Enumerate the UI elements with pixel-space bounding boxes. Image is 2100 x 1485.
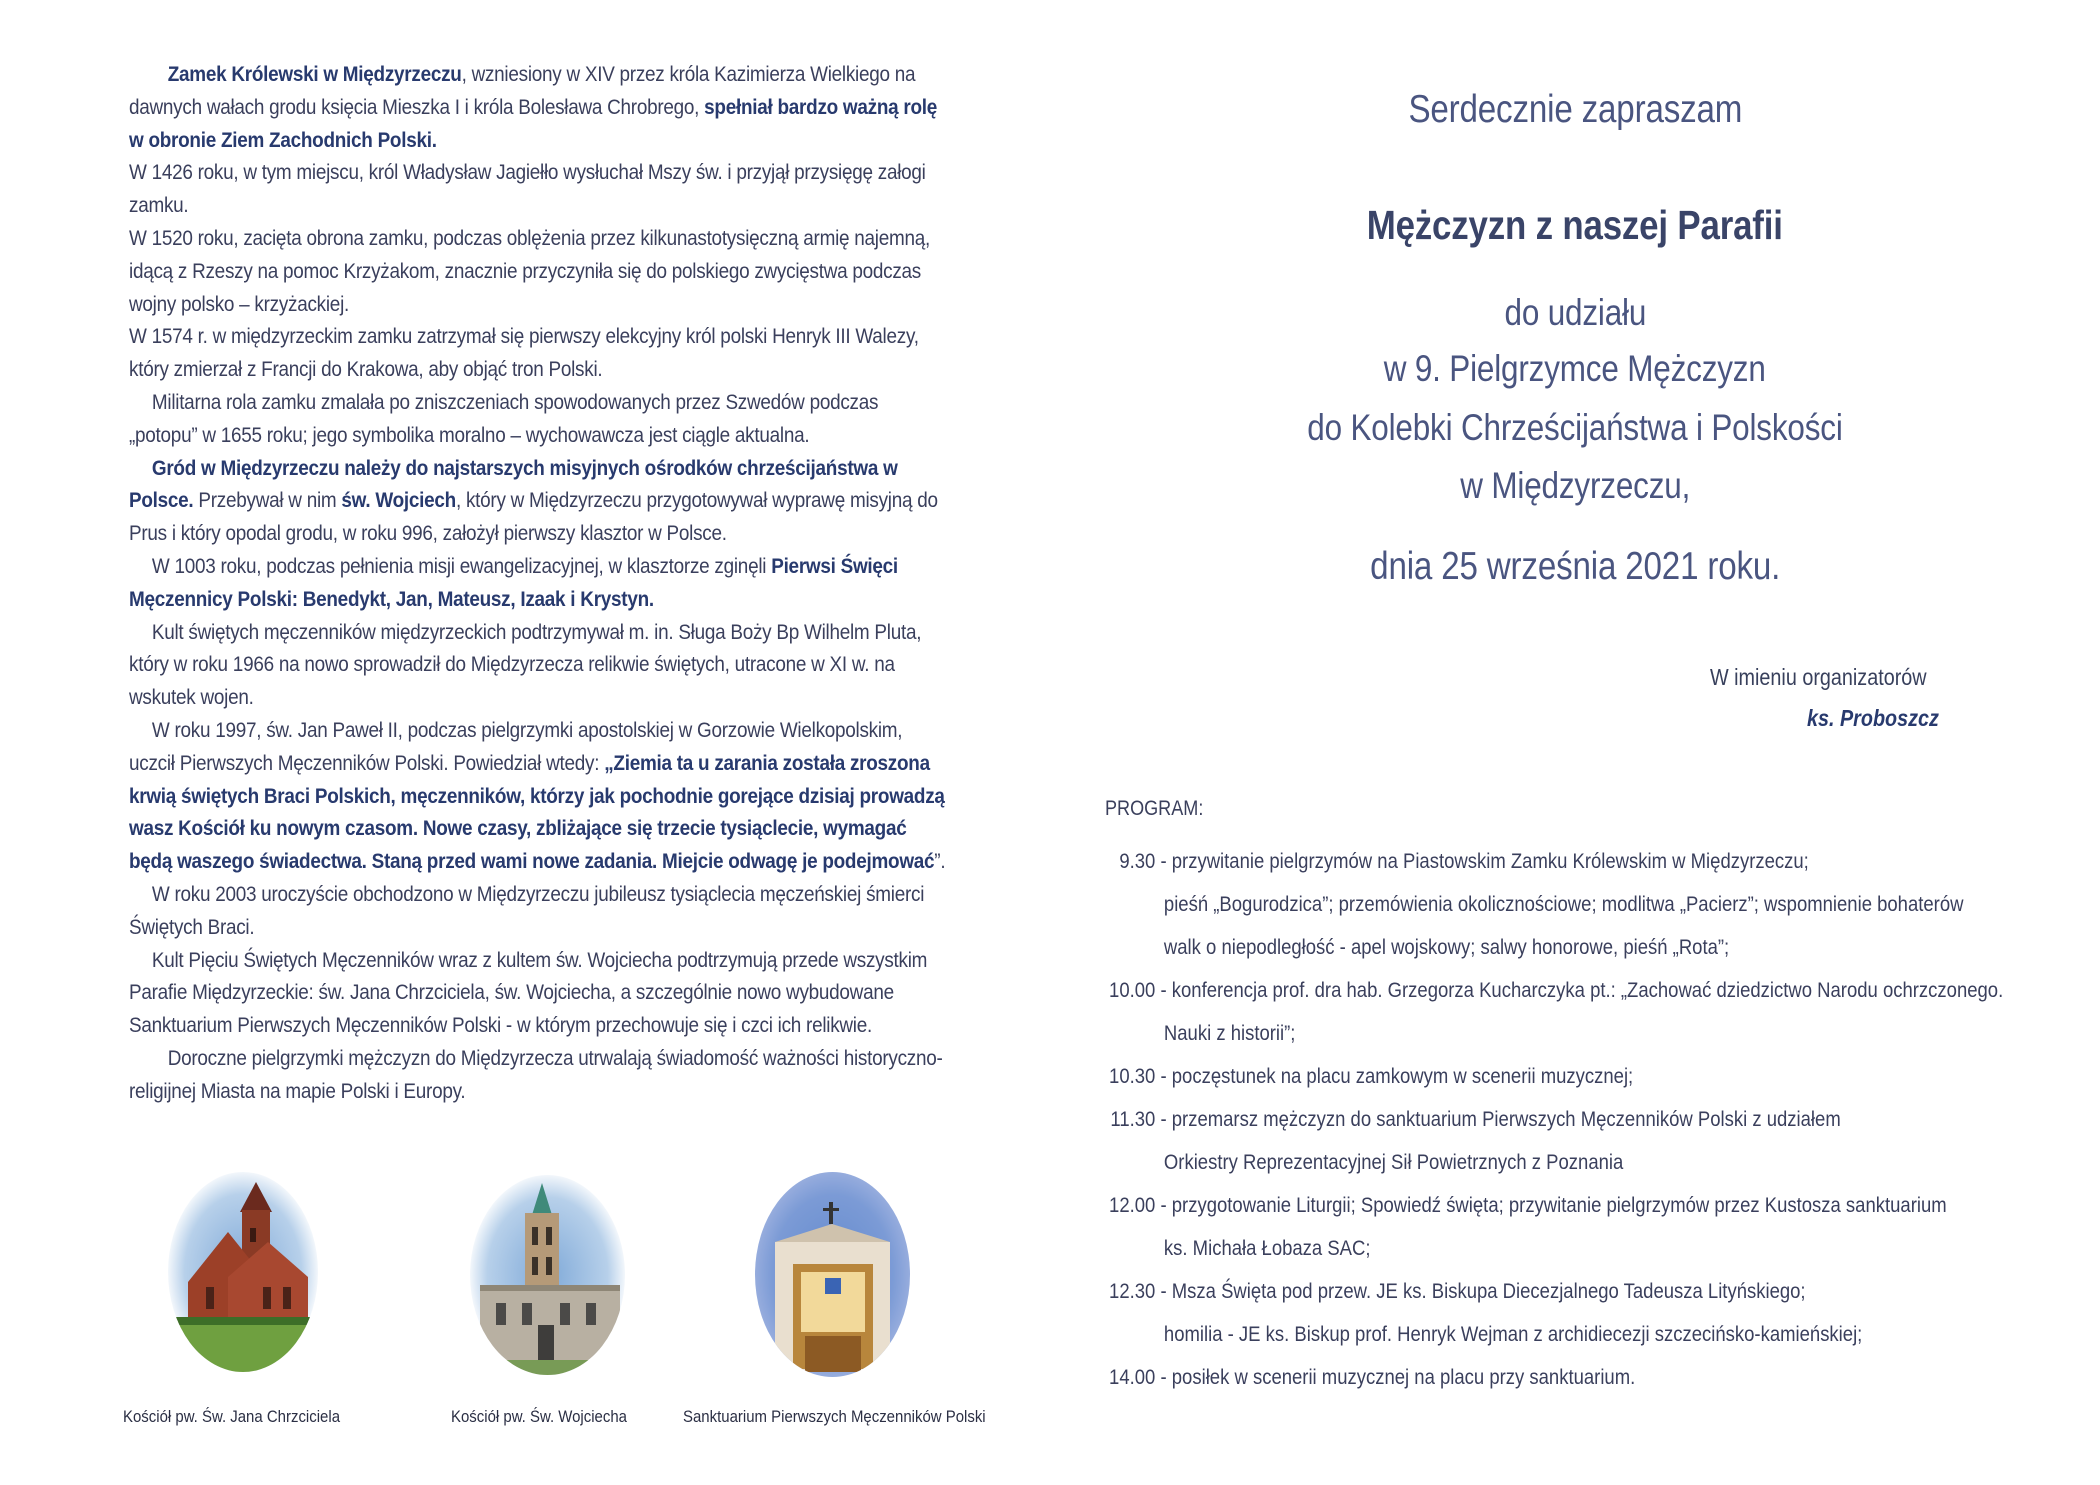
text-span: ”. — [934, 849, 946, 874]
history-paragraph: Kult świętych męczenników międzyrzeckich podtrzymywał m. in. Sługa Boży Bp Wilhelm Pluta, który w roku 1966 na nowo sprowadził do Międzyrzecza relikwie świętych, utracone w XI w. na wskutek wojen. — [129, 619, 922, 710]
program-text: - przemarsz mężczyzn do sanktuarium Pierwszych Męczenników Polski z udziałem — [1160, 1107, 1841, 1131]
bold-phrase: Zamek Królewski w Międzyrzeczu — [167, 62, 462, 86]
line-text: w 9. Pielgrzymce Mężczyzn — [1384, 348, 1766, 389]
program-item — [1102, 840, 1962, 883]
program-item — [1102, 1098, 1962, 1141]
title-text: Mężczyzn z naszej Parafii — [1366, 202, 1784, 248]
invitation-line — [1050, 465, 2100, 507]
program-item — [1102, 1055, 1962, 1098]
date-text: dnia 25 września 2021 roku. — [1369, 545, 1781, 588]
program-item-continuation — [1102, 1141, 1962, 1184]
history-paragraph — [129, 452, 951, 550]
program-text: - Msza Święta pod przew. JE ks. Biskupa Diecezjalnego Tadeusza Lityńskiego; — [1160, 1279, 1806, 1303]
program-item-continuation — [1102, 1012, 1962, 1055]
church-illustration — [168, 1172, 318, 1372]
invitation-line — [1050, 292, 2100, 334]
sanctuary-photo — [755, 1172, 910, 1377]
program-time: 10.00 — [1109, 978, 1156, 1002]
invitation-line — [1050, 348, 2100, 390]
program-text: - przywitanie pielgrzymów na Piastowskim Zamku Królewskim w Międzyrzeczu; — [1160, 849, 1809, 873]
church-illustration — [470, 1175, 625, 1375]
text-span: W 1003 roku, podczas pełnienia misji ewangelizacyjnej, w klasztorze zginęli — [151, 553, 772, 578]
program-time: 12.30 — [1109, 1279, 1156, 1303]
invitation-line — [1050, 407, 2100, 449]
program-text: - poczęstunek na placu zamkowym w scenerii muzycznej; — [1160, 1064, 1634, 1088]
program-text: - przygotowanie Liturgii; Spowiedź święta; przywitanie pielgrzymów przez Kustosza sanktuarium — [1160, 1193, 1947, 1217]
program-time: 11.30 — [1110, 1107, 1156, 1131]
church-photo-image — [168, 1172, 318, 1372]
text-span: Przebywał w nim — [193, 488, 342, 513]
history-paragraph: Militarna rola zamku zmalała po zniszczeniach spowodowanych przez Szwedów podczas „potopu” w 1655 roku; jego symbolika moralno – wychowawcza jest ciągle aktualna. — [129, 389, 879, 447]
sanctuary-illustration — [755, 1172, 910, 1377]
church-photo-image — [755, 1172, 910, 1377]
text-span: W roku 1997, św. Jan Paweł II, podczas pielgrzymki apostolskiej w Gorzowie Wielkopolskim, uczcił Pierwszych Męczenników Polski. Powiedział wtedy: — [129, 717, 903, 775]
greeting-text: Serdecznie zapraszam — [1408, 88, 1742, 131]
history-paragraph — [129, 58, 951, 156]
program-time: 9.30 — [1119, 849, 1156, 873]
history-paragraph: W 1574 r. w międzyrzeckim zamku zatrzymał się pierwszy elekcyjny król polski Henryk III Walezy, który zmierzał z Francji do Krakowa, aby objąć tron Polski. — [129, 324, 919, 382]
program-item — [1102, 1270, 1962, 1313]
line-text: do udziału — [1504, 292, 1646, 333]
program-time: 10.30 — [1109, 1064, 1156, 1088]
bold-phrase: Pierwsi Święci Męczennicy Polski: Benedykt, Jan, Mateusz, Izaak i Krystyn. — [129, 553, 898, 611]
caption-jana: Kościół pw. Św. Jana Chrzciciela — [123, 1407, 341, 1426]
church-photo-image — [470, 1175, 625, 1375]
program-text: Orkiestry Reprezentacyjnej Sił Powietrznych z Poznania — [1163, 1150, 1624, 1174]
history-paragraph: Doroczne pielgrzymki mężczyzn do Międzyrzecza utrwalają świadomość ważności historyczno-religijnej Miasta na mapie Polski i Europy. — [129, 1045, 943, 1103]
history-paragraph — [129, 550, 951, 616]
program-time: 14.00 — [1109, 1365, 1156, 1389]
signature-line: W imieniu organizatorów — [1710, 664, 1927, 690]
invitation-title — [1050, 202, 2100, 249]
line-text: w Międzyrzeczu, — [1460, 465, 1690, 506]
program-list — [1102, 840, 2004, 1399]
history-paragraph — [129, 714, 951, 878]
text-span: , wzniesiony w XIV przez króla Kazimierza Wielkiego na dawnych wałach grodu księcia Mieszka I i króla Bolesława Chrobrego, — [129, 62, 916, 119]
program-text: ks. Michała Łobaza SAC; — [1163, 1236, 1371, 1260]
history-paragraph: Kult Pięciu Świętych Męczenników wraz z kultem św. Wojciecha podtrzymują przede wszystkim Parafie Międzyrzeckie: św. Jana Chrzciciela, św. Wojciecha, a szczególnie nowo wybudowane Sanktuarium Pierwszych Męczenników Polski - w którym przechowuje się i czci ich relikwie. — [129, 947, 928, 1038]
bold-phrase: Gród w Międzyrzeczu należy do najstarszych misyjnych ośrodków chrześcijaństwa w Polsce. — [129, 455, 898, 513]
church-photo-jana — [168, 1172, 318, 1372]
program-text: Nauki z historii”; — [1163, 1021, 1296, 1045]
bold-phrase: spełniał bardzo ważną rolę w obronie Ziem Zachodnich Polski. — [129, 94, 938, 152]
bold-phrase: św. Wojciech — [341, 488, 456, 513]
program-text: - posiłek w scenerii muzycznej na placu przy sanktuarium. — [1160, 1365, 1636, 1389]
signature-name: ks. Proboszcz — [1807, 705, 1939, 731]
program-item-continuation — [1102, 883, 1962, 926]
church-photo-wojciecha — [470, 1175, 625, 1375]
caption-wojciecha: Kościół pw. Św. Wojciecha — [451, 1407, 627, 1426]
program-item — [1102, 1184, 1962, 1227]
history-text — [129, 58, 951, 1108]
greeting — [1050, 88, 2100, 132]
invitation-date — [1050, 545, 2100, 589]
program-time: 12.00 — [1109, 1193, 1156, 1217]
program-item-continuation — [1102, 1227, 1962, 1270]
line-text: do Kolebki Chrześcijaństwa i Polskości — [1307, 407, 1843, 448]
caption-sanktuarium: Sanktuarium Pierwszych Męczenników Polski — [683, 1407, 986, 1426]
program-text: pieśń „Bogurodzica”; przemówienia okolicznościowe; modlitwa „Pacierz”; wspomnienie bohaterów — [1163, 892, 1964, 916]
history-paragraph: W 1426 roku, w tym miejscu, król Władysław Jagiełło wysłuchał Mszy św. i przyjął przysięgę załogi zamku. — [129, 160, 926, 218]
program-item — [1102, 969, 2004, 1012]
program-text: homilia - JE ks. Biskup prof. Henryk Wejman z archidiecezji szczecińsko-kamieńskiej; — [1163, 1322, 1863, 1346]
history-paragraph: W roku 2003 uroczyście obchodzono w Międzyrzeczu jubileusz tysiąclecia męczeńskiej śmierci Świętych Braci. — [129, 881, 925, 939]
program-item-continuation — [1102, 926, 1962, 969]
program-item-continuation — [1102, 1313, 1962, 1356]
program-heading: PROGRAM: — [1105, 797, 1204, 820]
program-text: walk o niepodległość - apel wojskowy; salwy honorowe, pieśń „Rota”; — [1163, 935, 1730, 959]
history-paragraph: W 1520 roku, zacięta obrona zamku, podczas oblężenia przez kilkunastotysięczną armię najemną, idącą z Rzeszy na pomoc Krzyżakom, znacznie przyczyniła się do polskiego zwycięstwa podczas wojny polsko – krzyżackiej. — [129, 225, 931, 316]
quote-bold: „Ziemia ta u zarania została zroszona krwią świętych Braci Polskich, męczenników, którzy jak pochodnie gorejące dzisiaj prowadzą wasz Kościół ku nowym czasom. Nowe czasy, zbliżające się trzecie tysiąclecie, wymagać będą waszego świadectwa. Staną przed wami nowe zadania. Miejcie odwagę je podejmować — [129, 750, 945, 874]
program-text: - konferencja prof. dra hab. Grzegorza Kucharczyka pt.: „Zachować dziedzictwo Narodu ochrzczonego. — [1160, 978, 2004, 1002]
program-item — [1102, 1356, 1962, 1399]
text-span: , który w Międzyrzeczu przygotowywał wyprawę misyjną do Prus i który opodal grodu, w roku 996, założył pierwszy klasztor w Polsce. — [129, 488, 938, 546]
